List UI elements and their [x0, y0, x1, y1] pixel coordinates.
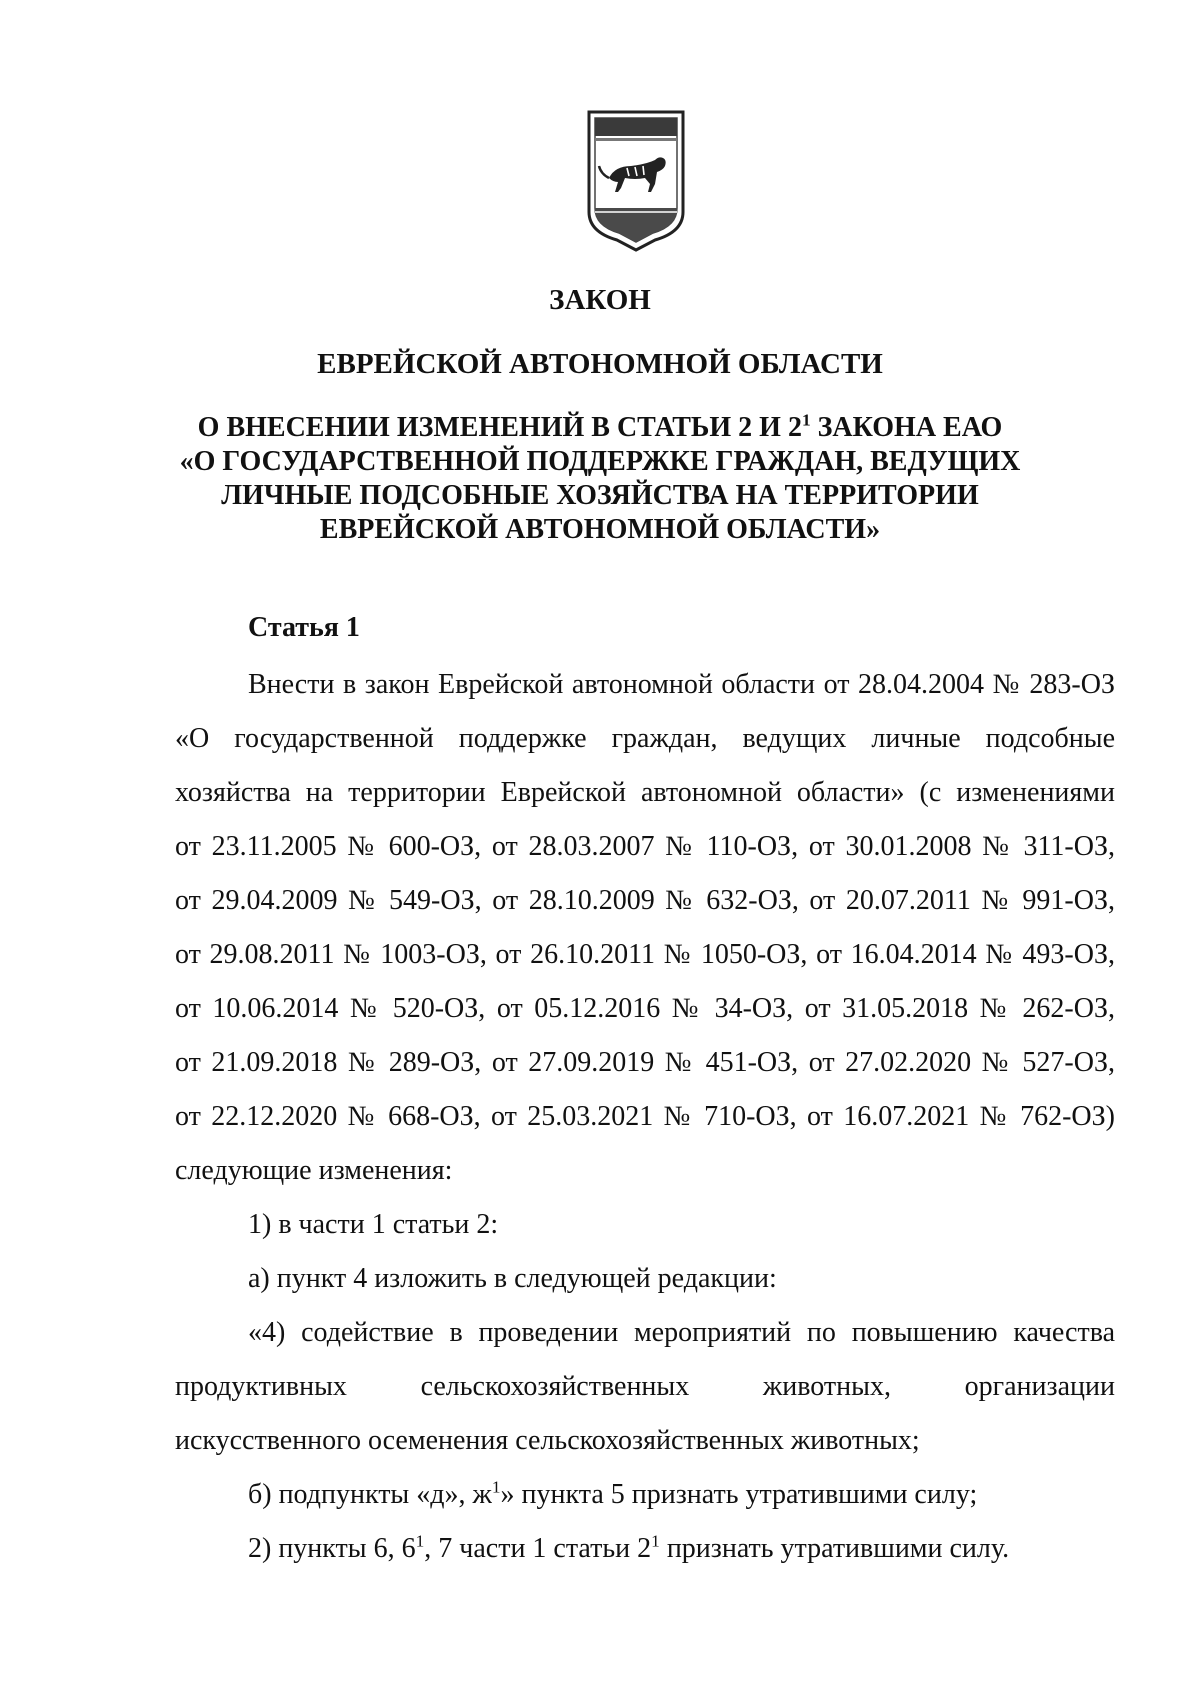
article-body: [175, 608, 1115, 1576]
subject-line: О ВНЕСЕНИИ ИЗМЕНЕНИЙ В СТАТЬИ 2 И $2^1$ ЗАКОНА ЕАО: [197, 410, 1003, 443]
subject-line: ЕВРЕЙСКОЙ АВТОНОМНОЙ ОБЛАСТИ»: [319, 514, 881, 545]
article-heading: Статья 1: [248, 612, 360, 643]
subject-line: ЛИЧНЫЕ ПОДСОБНЫЕ ХОЗЯЙСТВА НА ТЕРРИТОРИИ: [221, 480, 979, 511]
text-line-spaced: продуктивных сельскохозяйственных животных, организации: [175, 1371, 1115, 1402]
quoted-amendment: [175, 1306, 1115, 1468]
law-label: ЗАКОН: [549, 284, 651, 316]
text-line: от 21.09.2018 № 289-ОЗ, от 27.09.2019 № 451-ОЗ, от 27.02.2020 № 527-ОЗ,: [175, 1047, 1115, 1078]
article-intro-paragraph: [175, 658, 1115, 1198]
text-line: от 22.12.2020 № 668-ОЗ, от 25.03.2021 № 710-ОЗ, от 16.07.2021 № 762-ОЗ): [175, 1101, 1115, 1132]
law-title-block: [0, 283, 1200, 547]
text-line: от 29.04.2009 № 549-ОЗ, от 28.10.2009 № 632-ОЗ, от 20.07.2011 № 991-ОЗ,: [175, 885, 1115, 916]
item-1: 1) в части 1 статьи 2:: [248, 1209, 499, 1240]
coat-of-arms-emblem: [585, 108, 687, 254]
text-line: следующие изменения:: [175, 1155, 453, 1186]
region-label: ЕВРЕЙСКОЙ АВТОНОМНОЙ ОБЛАСТИ: [317, 348, 883, 380]
text-line: «О государственной поддержке граждан, ведущих личные подсобные: [175, 723, 1115, 754]
text-line: от 23.11.2005 № 600-ОЗ, от 28.03.2007 № 110-ОЗ, от 30.01.2008 № 311-ОЗ,: [175, 831, 1115, 862]
subject-line: «О ГОСУДАРСТВЕННОЙ ПОДДЕРЖКЕ ГРАЖДАН, ВЕДУЩИХ: [179, 446, 1021, 477]
text-line: от 10.06.2014 № 520-ОЗ, от 05.12.2016 № 34-ОЗ, от 31.05.2018 № 262-ОЗ,: [175, 993, 1115, 1024]
law-subject: [0, 411, 1200, 547]
item-2: 2) пункты 6, $6^1$, 7 части 1 статьи $2^1$ признать утратившими силу.: [248, 1531, 1010, 1564]
text-line: искусственного осеменения сельскохозяйственных животных;: [175, 1425, 920, 1456]
text-line: хозяйства на территории Еврейской автономной области» (с изменениями: [175, 777, 1115, 808]
item-1a: а) пункт 4 изложить в следующей редакции:: [248, 1263, 777, 1294]
text-line: «4) содействие в проведении мероприятий по повышению качества: [248, 1317, 1115, 1348]
text-line: Внести в закон Еврейской автономной области от 28.04.2004 № 283-ОЗ: [248, 669, 1115, 700]
item-1b: б) подпункты «д», $ж^1$» пункта 5 признать утратившими силу;: [248, 1477, 978, 1510]
text-line: от 29.08.2011 № 1003-ОЗ, от 26.10.2011 № 1050-ОЗ, от 16.04.2014 № 493-ОЗ,: [175, 939, 1115, 970]
